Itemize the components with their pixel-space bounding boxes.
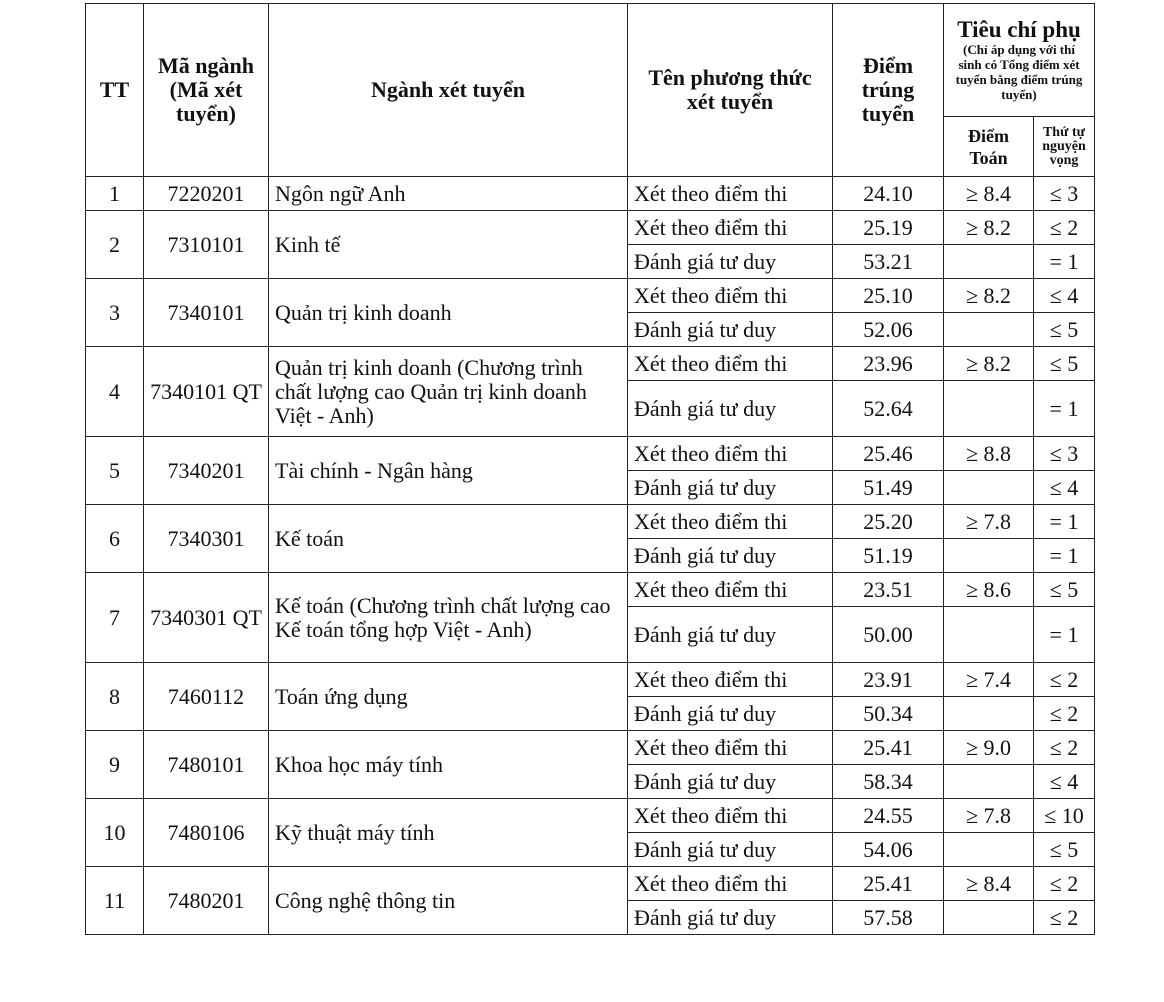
- row-thu-tu: ≤ 2: [1034, 867, 1095, 901]
- row-phuong-thuc: Đánh giá tư duy: [628, 539, 833, 573]
- row-diem-toan: [944, 607, 1034, 663]
- header-diem: Điểm trúng tuyển: [833, 4, 944, 177]
- row-diem-toan: [944, 697, 1034, 731]
- row-nganh: Công nghệ thông tin: [269, 867, 628, 935]
- row-tt: 5: [86, 437, 144, 505]
- row-diem-toan: ≥ 7.4: [944, 663, 1034, 697]
- row-diem: 25.46: [833, 437, 944, 471]
- row-ma-nganh: 7480101: [144, 731, 269, 799]
- table-row: [86, 211, 1095, 245]
- row-diem: 53.21: [833, 245, 944, 279]
- row-diem: 25.41: [833, 731, 944, 765]
- row-tt: 3: [86, 279, 144, 347]
- table-row: [86, 279, 1095, 313]
- row-thu-tu: = 1: [1034, 381, 1095, 437]
- row-tt: 1: [86, 177, 144, 211]
- row-diem-toan: ≥ 8.2: [944, 211, 1034, 245]
- admission-scores-table: [85, 3, 1095, 935]
- header-tt: TT: [86, 4, 144, 177]
- row-diem: 51.49: [833, 471, 944, 505]
- row-diem: 24.55: [833, 799, 944, 833]
- row-phuong-thuc: Xét theo điểm thi: [628, 505, 833, 539]
- table-row: [86, 347, 1095, 381]
- row-phuong-thuc: Đánh giá tư duy: [628, 381, 833, 437]
- row-diem: 25.41: [833, 867, 944, 901]
- row-thu-tu: ≤ 3: [1034, 437, 1095, 471]
- header-nganh: Ngành xét tuyển: [269, 4, 628, 177]
- header-thu-tu: Thứ tự nguyện vọng: [1034, 117, 1095, 177]
- table-row: [86, 867, 1095, 901]
- row-tt: 7: [86, 573, 144, 663]
- row-ma-nganh: 7340101: [144, 279, 269, 347]
- row-ma-nganh: 7460112: [144, 663, 269, 731]
- row-thu-tu: = 1: [1034, 505, 1095, 539]
- row-phuong-thuc: Đánh giá tư duy: [628, 313, 833, 347]
- row-thu-tu: ≤ 2: [1034, 731, 1095, 765]
- row-thu-tu: ≤ 3: [1034, 177, 1095, 211]
- row-nganh: Kế toán: [269, 505, 628, 573]
- row-tt: 2: [86, 211, 144, 279]
- row-diem: 50.00: [833, 607, 944, 663]
- row-thu-tu: = 1: [1034, 539, 1095, 573]
- row-nganh: Kinh tế: [269, 211, 628, 279]
- row-thu-tu: ≤ 10: [1034, 799, 1095, 833]
- row-nganh: Quản trị kinh doanh (Chương trình chất lượng cao Quản trị kinh doanh Việt - Anh): [269, 347, 628, 437]
- row-ma-nganh: 7340101 QT: [144, 347, 269, 437]
- row-diem-toan: ≥ 8.8: [944, 437, 1034, 471]
- row-nganh: Quản trị kinh doanh: [269, 279, 628, 347]
- row-diem: 58.34: [833, 765, 944, 799]
- row-diem-toan: [944, 539, 1034, 573]
- row-diem: 24.10: [833, 177, 944, 211]
- row-diem-toan: [944, 381, 1034, 437]
- row-nganh: Toán ứng dụng: [269, 663, 628, 731]
- row-ma-nganh: 7480201: [144, 867, 269, 935]
- row-diem-toan: ≥ 8.4: [944, 177, 1034, 211]
- row-thu-tu: ≤ 2: [1034, 901, 1095, 935]
- row-diem-toan: ≥ 7.8: [944, 505, 1034, 539]
- row-diem-toan: [944, 833, 1034, 867]
- row-diem-toan: ≥ 8.2: [944, 347, 1034, 381]
- header-phuong-thuc: Tên phương thức xét tuyển: [628, 4, 833, 177]
- row-diem: 25.20: [833, 505, 944, 539]
- row-tt: 9: [86, 731, 144, 799]
- row-thu-tu: ≤ 2: [1034, 211, 1095, 245]
- row-phuong-thuc: Đánh giá tư duy: [628, 607, 833, 663]
- row-tt: 10: [86, 799, 144, 867]
- row-tt: 6: [86, 505, 144, 573]
- row-phuong-thuc: Xét theo điểm thi: [628, 799, 833, 833]
- row-thu-tu: ≤ 4: [1034, 471, 1095, 505]
- row-diem: 52.64: [833, 381, 944, 437]
- row-phuong-thuc: Đánh giá tư duy: [628, 765, 833, 799]
- header-tieu-chi: [944, 4, 1095, 117]
- header-diem-toan: Điểm Toán: [944, 117, 1034, 177]
- header-ma-nganh: Mã ngành (Mã xét tuyển): [144, 4, 269, 177]
- table-row: [86, 663, 1095, 697]
- row-thu-tu: ≤ 5: [1034, 347, 1095, 381]
- row-thu-tu: = 1: [1034, 607, 1095, 663]
- row-diem-toan: ≥ 8.6: [944, 573, 1034, 607]
- row-ma-nganh: 7310101: [144, 211, 269, 279]
- row-thu-tu: ≤ 4: [1034, 279, 1095, 313]
- row-diem-toan: ≥ 9.0: [944, 731, 1034, 765]
- row-tt: 8: [86, 663, 144, 731]
- table-row: [86, 799, 1095, 833]
- row-diem-toan: [944, 471, 1034, 505]
- row-thu-tu: ≤ 5: [1034, 313, 1095, 347]
- row-phuong-thuc: Đánh giá tư duy: [628, 833, 833, 867]
- row-nganh: Kế toán (Chương trình chất lượng cao Kế toán tổng hợp Việt - Anh): [269, 573, 628, 663]
- row-thu-tu: ≤ 2: [1034, 697, 1095, 731]
- row-diem-toan: [944, 245, 1034, 279]
- row-diem-toan: ≥ 7.8: [944, 799, 1034, 833]
- row-phuong-thuc: Xét theo điểm thi: [628, 347, 833, 381]
- row-diem: 54.06: [833, 833, 944, 867]
- row-thu-tu: ≤ 2: [1034, 663, 1095, 697]
- row-phuong-thuc: Đánh giá tư duy: [628, 697, 833, 731]
- table-row: [86, 573, 1095, 607]
- row-diem: 52.06: [833, 313, 944, 347]
- row-nganh: Khoa học máy tính: [269, 731, 628, 799]
- row-ma-nganh: 7340201: [144, 437, 269, 505]
- row-phuong-thuc: Đánh giá tư duy: [628, 901, 833, 935]
- header-tieu-chi-title: Tiêu chí phụ: [957, 17, 1081, 42]
- row-tt: 4: [86, 347, 144, 437]
- row-diem-toan: [944, 765, 1034, 799]
- row-diem: 25.10: [833, 279, 944, 313]
- row-phuong-thuc: Đánh giá tư duy: [628, 245, 833, 279]
- row-phuong-thuc: Xét theo điểm thi: [628, 731, 833, 765]
- row-diem: 57.58: [833, 901, 944, 935]
- row-nganh: Kỹ thuật máy tính: [269, 799, 628, 867]
- row-ma-nganh: 7340301: [144, 505, 269, 573]
- row-diem: 50.34: [833, 697, 944, 731]
- row-thu-tu: ≤ 4: [1034, 765, 1095, 799]
- row-thu-tu: = 1: [1034, 245, 1095, 279]
- table-row: [86, 731, 1095, 765]
- table-row: [86, 505, 1095, 539]
- row-phuong-thuc: Xét theo điểm thi: [628, 867, 833, 901]
- row-ma-nganh: 7340301 QT: [144, 573, 269, 663]
- header-tieu-chi-note: (Chỉ áp dụng với thí sinh có Tổng điểm xét tuyển bằng điểm trúng tuyển): [955, 42, 1083, 102]
- table-row: [86, 437, 1095, 471]
- row-diem-toan: [944, 313, 1034, 347]
- row-nganh: Tài chính - Ngân hàng: [269, 437, 628, 505]
- row-diem-toan: ≥ 8.2: [944, 279, 1034, 313]
- row-diem-toan: [944, 901, 1034, 935]
- row-phuong-thuc: Đánh giá tư duy: [628, 471, 833, 505]
- row-phuong-thuc: Xét theo điểm thi: [628, 279, 833, 313]
- row-thu-tu: ≤ 5: [1034, 573, 1095, 607]
- row-ma-nganh: 7220201: [144, 177, 269, 211]
- row-thu-tu: ≤ 5: [1034, 833, 1095, 867]
- row-diem: 23.51: [833, 573, 944, 607]
- row-nganh: Ngôn ngữ Anh: [269, 177, 628, 211]
- row-diem: 23.96: [833, 347, 944, 381]
- row-tt: 11: [86, 867, 144, 935]
- row-diem: 25.19: [833, 211, 944, 245]
- row-phuong-thuc: Xét theo điểm thi: [628, 437, 833, 471]
- row-ma-nganh: 7480106: [144, 799, 269, 867]
- row-phuong-thuc: Xét theo điểm thi: [628, 663, 833, 697]
- row-phuong-thuc: Xét theo điểm thi: [628, 211, 833, 245]
- row-diem-toan: ≥ 8.4: [944, 867, 1034, 901]
- table-row: [86, 177, 1095, 211]
- row-phuong-thuc: Xét theo điểm thi: [628, 177, 833, 211]
- row-diem: 51.19: [833, 539, 944, 573]
- row-diem: 23.91: [833, 663, 944, 697]
- row-phuong-thuc: Xét theo điểm thi: [628, 573, 833, 607]
